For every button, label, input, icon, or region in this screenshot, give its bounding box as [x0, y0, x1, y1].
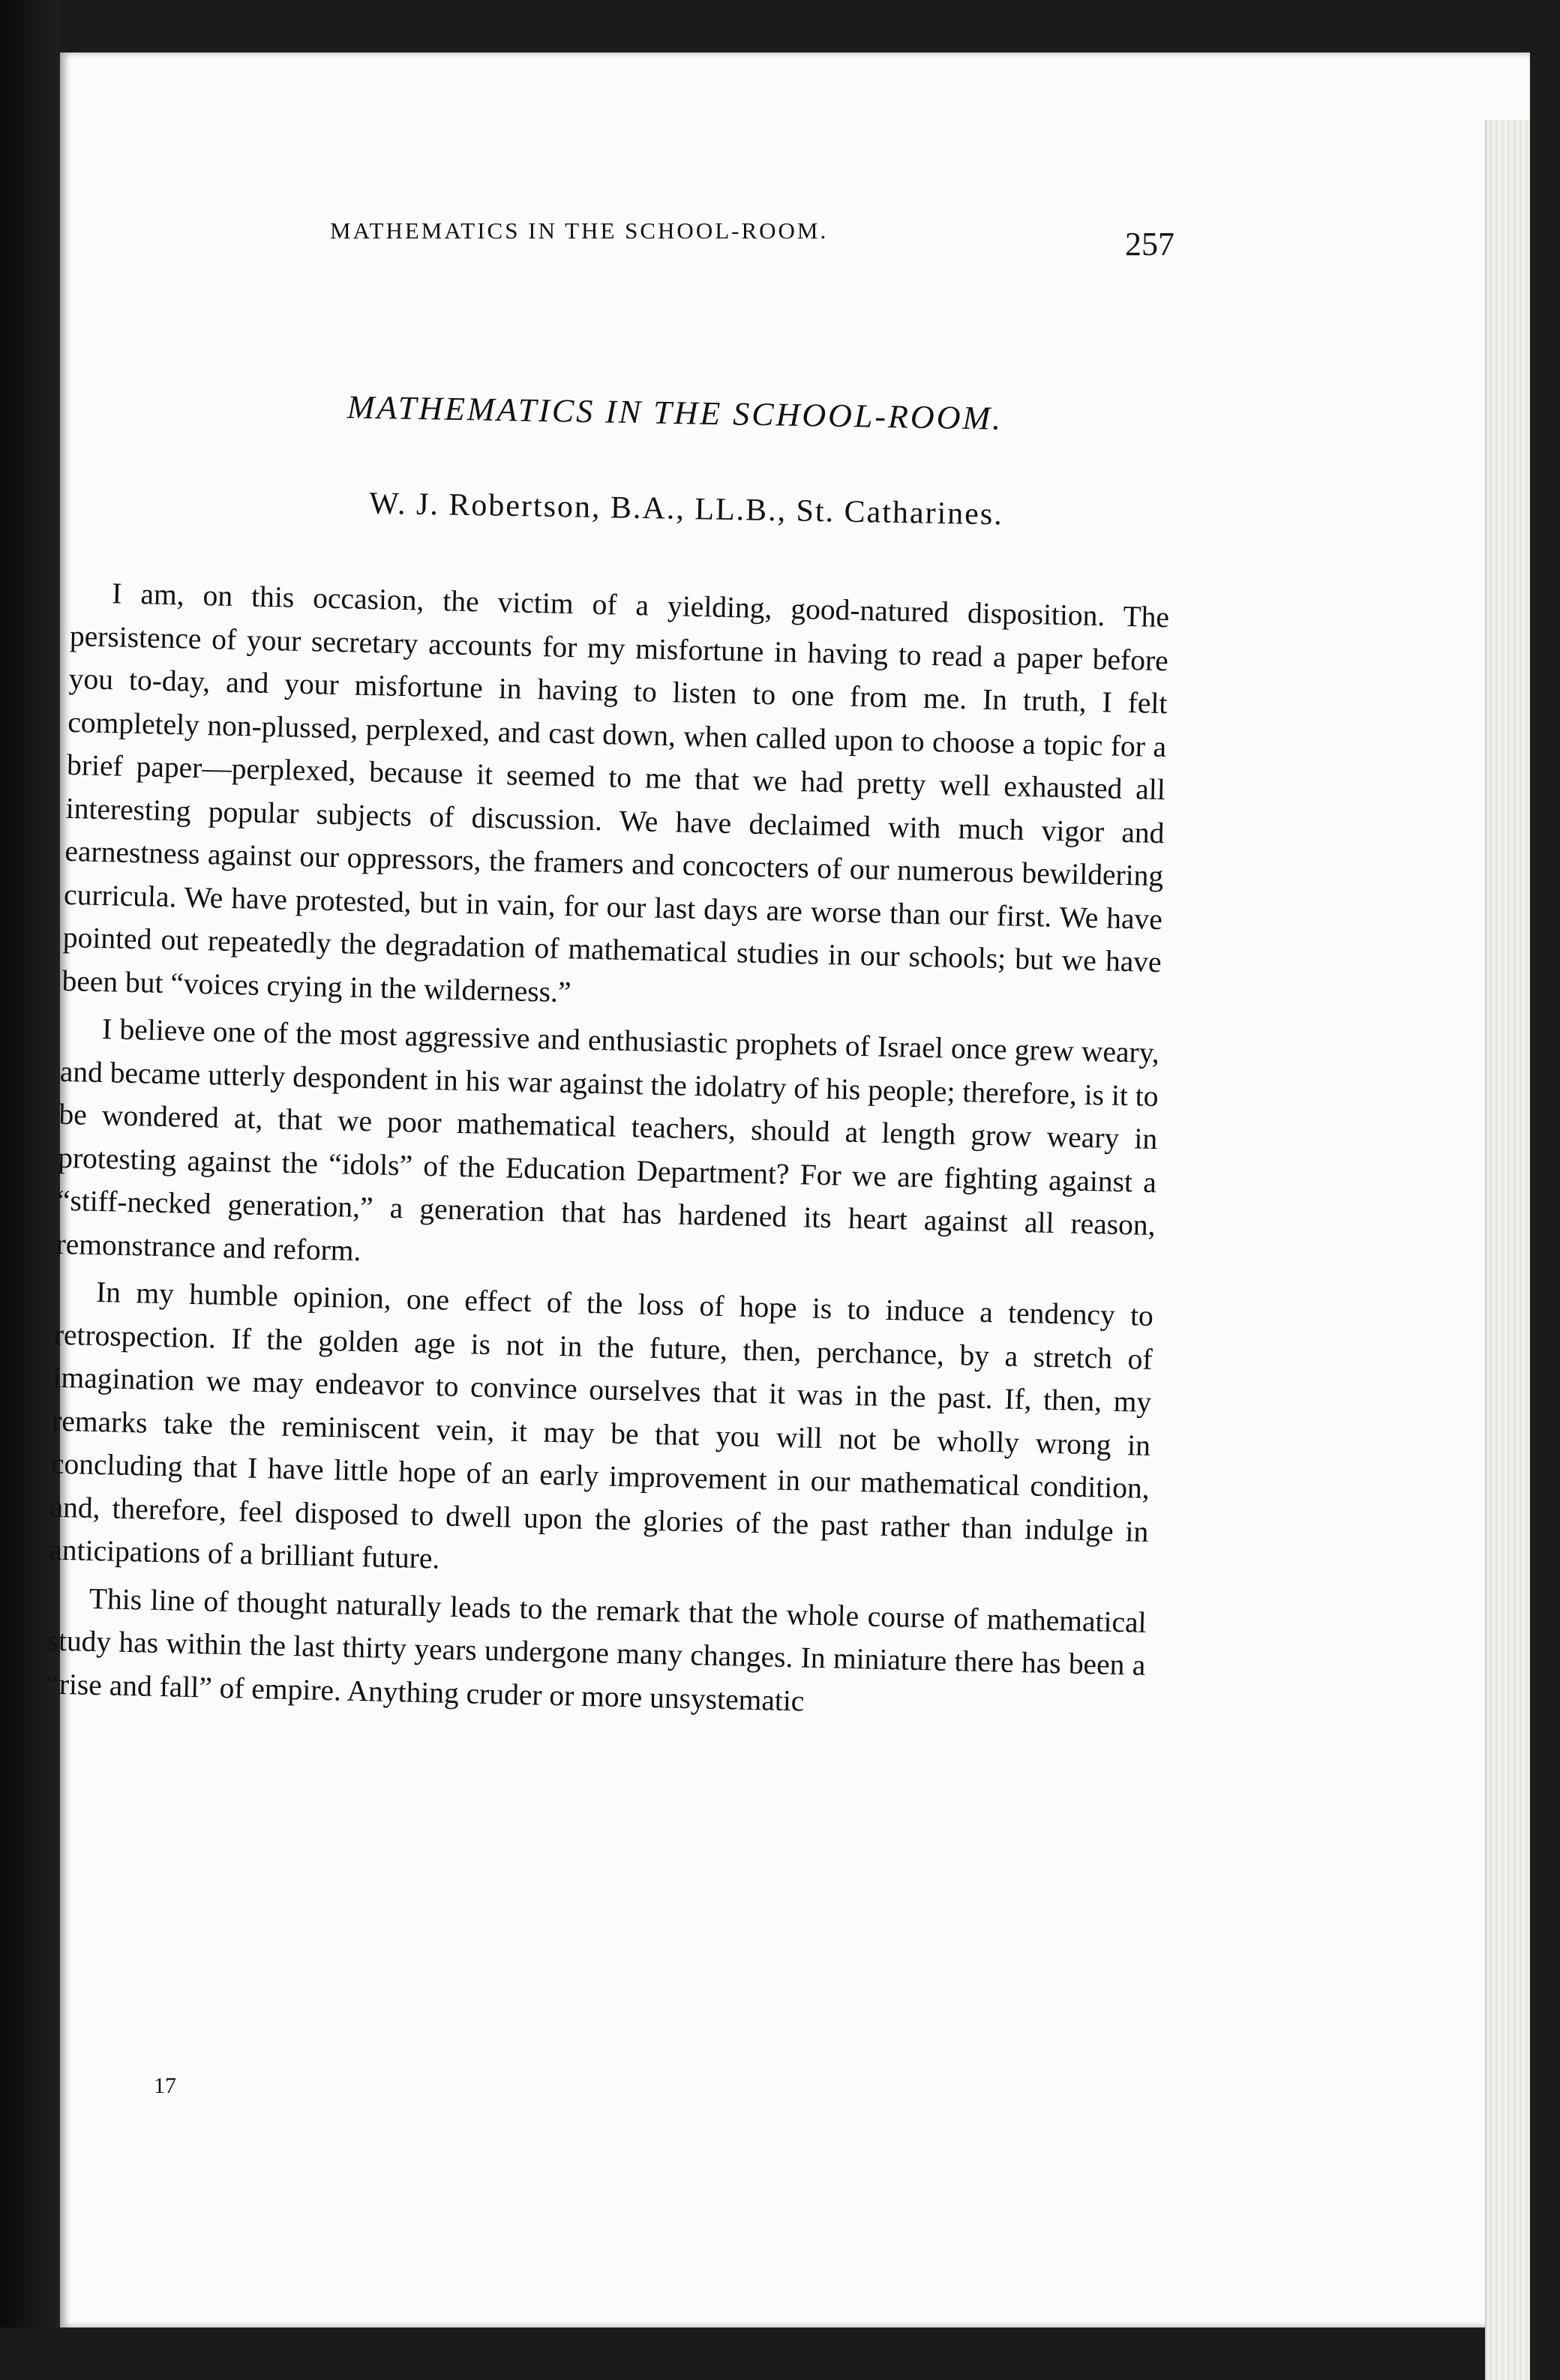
paragraph: I believe one of the most aggressive and enthusiastic prophets of Israel once grew weary, and became utterly despondent in his war against the idolatry of his people; therefore, is it to be wondered at, that we poor mathematical teachers, should at length grow weary in protesting against the “idols” of the Education Department? For we are fighting against a “stiff-necked generation,” a generation that has hardened its heart against all reason, remonstrance and reform.: [56, 1012, 1160, 1267]
paragraph: This line of thought naturally leads to the remark that the whole course of mathematical study has within the last thirty years undergone many changes. In miniature there has been a “rise and fall” of empire. Anything cruder or more unsystematic: [45, 1581, 1148, 1718]
page-edge: [1485, 120, 1530, 2380]
signature-mark: 17: [154, 2073, 176, 2098]
article-title: MATHEMATICS IN THE SCHOOL-ROOM.: [346, 388, 1004, 437]
paragraph: In my humble opinion, one effect of the loss of hope is to induce a tendency to retrospection. If the golden age is not in the future, then, perchance, by a stretch of imagination we may endeavor to convince ourselves that it was in the past. If, then, my remarks take the reminiscent vein, it may be that you will not be wholly wrong in concluding that I have little hope of an early improvement in our mathematical condition, and, therefore, feel disposed to dwell upon the glories of the past rather than indulge in anticipations of a brilliant future.: [48, 1275, 1154, 1575]
running-head: MATHEMATICS IN THE SCHOOL-ROOM.: [330, 217, 829, 244]
page-number: 257: [1125, 226, 1174, 262]
article-body: [46, 571, 1170, 1731]
scan-spine-shadow: [0, 0, 60, 2328]
paragraph: I am, on this occasion, the victim of a yielding, good-natured disposition. The persistence of your secretary accounts for my misfortune in having to read a paper before you to-day, and your misfortune in having to listen to one from me. In truth, I felt completely non-plussed, perplexed, and cast down, when called upon to choose a topic for a brief paper—perplexed, because it seemed to me that we had pretty well exhausted all interesting popular subjects of discussion. We have declaimed with much vigor and earnestness against our oppressors, the framers and concocters of our numerous bewildering curricula. We have protested, but in vain, for our last days are worse than our first. We have pointed out repeatedly the degradation of mathematical studies in our schools; but we have been but “voices crying in the wilderness.”: [62, 577, 1170, 1009]
author-byline: W. J. Robertson, B.A., LL.B., St. Catharines.: [368, 486, 1004, 532]
